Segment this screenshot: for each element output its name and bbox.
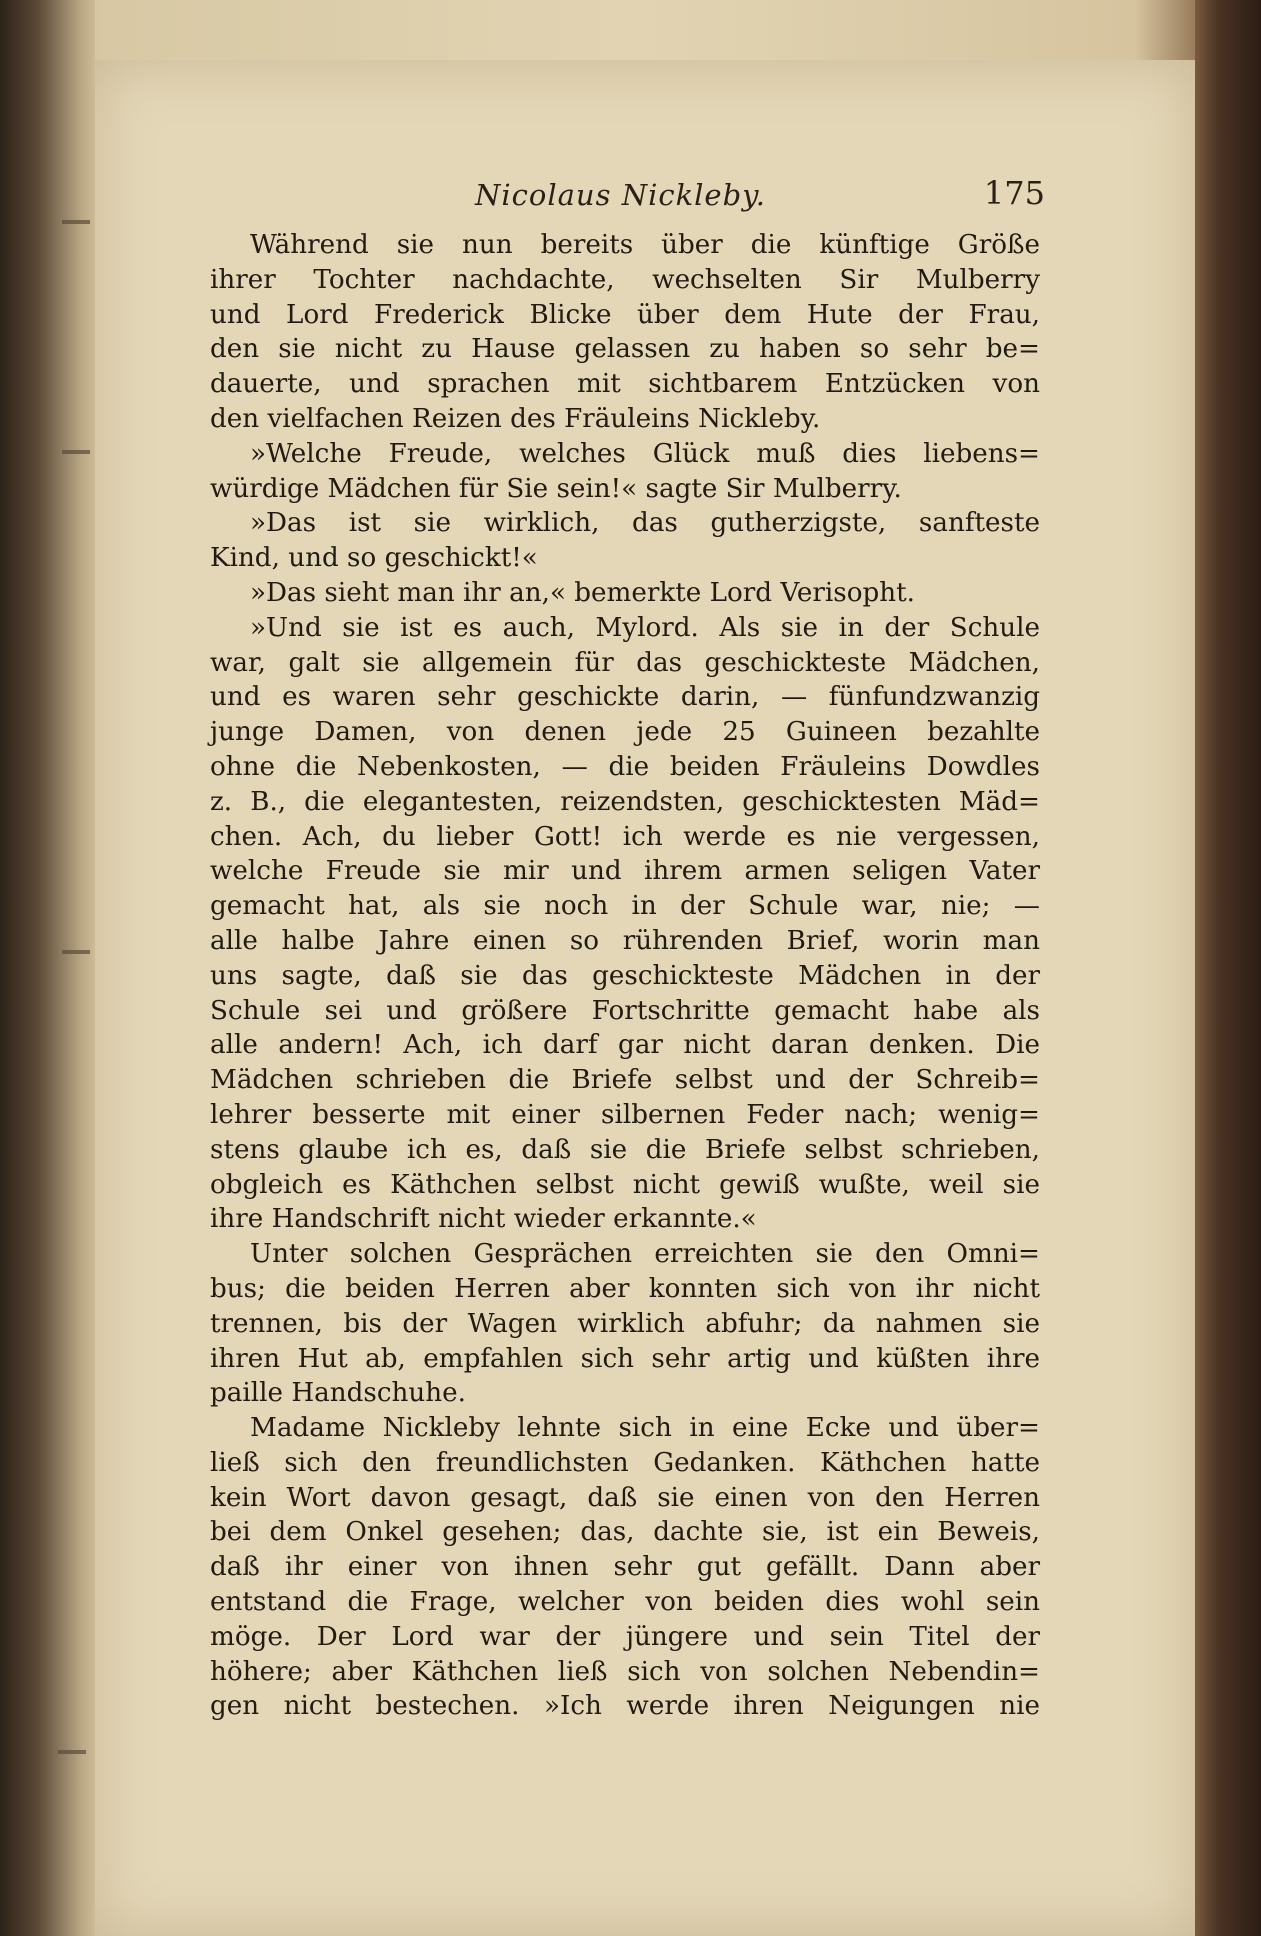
text-line: ihre Handschrift nicht wieder erkannte.« bbox=[210, 1204, 757, 1235]
text-line: stens glaube ich es, daß sie die Briefe selbst schrieben, bbox=[210, 1134, 1040, 1165]
text-line: chen. Ach, du lieber Gott! ich werde es nie vergessen, bbox=[210, 821, 1040, 852]
text-line: alle halbe Jahre einen so rührenden Brief, worin man bbox=[210, 925, 1040, 956]
page-number: 175 bbox=[983, 174, 1045, 212]
text-line: gemacht hat, als sie noch in der Schule war, nie; — bbox=[210, 891, 1040, 922]
text-line: Madame Nickleby lehnte sich in eine Ecke und über= bbox=[250, 1413, 1040, 1444]
text-line: z. B., die elegantesten, reizendsten, geschicktesten Mäd= bbox=[210, 786, 1040, 817]
text-line: »Das sieht man ihr an,« bemerkte Lord Verisopht. bbox=[250, 577, 915, 608]
text-line: Schule sei und größere Fortschritte gemacht habe als bbox=[210, 995, 1040, 1026]
text-line: »Und sie ist es auch, Mylord. Als sie in der Schule bbox=[250, 612, 1040, 643]
text-line: paille Handschuhe. bbox=[210, 1378, 466, 1409]
body-text bbox=[210, 228, 1040, 1724]
text-line: lehrer besserte mit einer silbernen Feder nach; wenig= bbox=[210, 1099, 1040, 1130]
text-line: würdige Mädchen für Sie sein!« sagte Sir Mulberry. bbox=[210, 473, 902, 504]
text-line: bei dem Onkel gesehen; das, dachte sie, ist ein Beweis, bbox=[210, 1517, 1040, 1548]
margin-mark bbox=[62, 220, 90, 224]
text-line: dauerte, und sprachen mit sichtbarem Entzücken von bbox=[210, 369, 1040, 400]
margin-mark bbox=[62, 950, 90, 954]
text-line: höhere; aber Käthchen ließ sich von solchen Nebendin= bbox=[210, 1656, 1040, 1687]
text-line: kein Wort davon gesagt, daß sie einen von den Herren bbox=[210, 1482, 1040, 1513]
text-line: uns sagte, daß sie das geschickteste Mädchen in der bbox=[210, 960, 1040, 991]
text-line: »Welche Freude, welches Glück muß dies liebens= bbox=[250, 438, 1040, 469]
text-line: ihrer Tochter nachdachte, wechselten Sir Mulberry bbox=[210, 264, 1040, 295]
text-line: trennen, bis der Wagen wirklich abfuhr; da nahmen sie bbox=[210, 1308, 1040, 1339]
book-cover-edge bbox=[1195, 0, 1261, 1936]
text-line: möge. Der Lord war der jüngere und sein Titel der bbox=[210, 1621, 1040, 1652]
text-line: alle andern! Ach, ich darf gar nicht daran denken. Die bbox=[210, 1030, 1040, 1061]
facing-page-edge bbox=[0, 0, 95, 1936]
text-line: den sie nicht zu Hause gelassen zu haben so sehr be= bbox=[210, 334, 1040, 365]
margin-mark bbox=[58, 1750, 86, 1754]
text-line: ließ sich den freundlichsten Gedanken. Käthchen hatte bbox=[210, 1447, 1040, 1478]
text-line: war, galt sie allgemein für das geschickteste Mädchen, bbox=[210, 647, 1040, 678]
text-line: Während sie nun bereits über die künftige Größe bbox=[250, 230, 1040, 260]
running-title: Nicolaus Nickleby. bbox=[475, 178, 766, 212]
text-line: »Das ist sie wirklich, das gutherzigste, sanfteste bbox=[250, 508, 1040, 539]
page-header bbox=[475, 174, 1045, 218]
text-line: den vielfachen Reizen des Fräuleins Nickleby. bbox=[210, 403, 821, 434]
text-line: ihren Hut ab, empfahlen sich sehr artig und küßten ihre bbox=[210, 1343, 1040, 1374]
text-line: und es waren sehr geschickte darin, — fünfundzwanzig bbox=[210, 682, 1040, 713]
text-line: entstand die Frage, welcher von beiden dies wohl sein bbox=[210, 1587, 1040, 1618]
text-line: gen nicht bestechen. »Ich werde ihren Neigungen nie bbox=[210, 1691, 1040, 1722]
text-line: daß ihr einer von ihnen sehr gut gefällt. Dann aber bbox=[210, 1552, 1040, 1583]
text-line: ohne die Nebenkosten, — die beiden Fräuleins Dowdles bbox=[210, 751, 1040, 782]
text-line: und Lord Frederick Blicke über dem Hute der Frau, bbox=[210, 299, 1040, 330]
text-line: Unter solchen Gesprächen erreichten sie den Omni= bbox=[250, 1239, 1040, 1270]
margin-mark bbox=[62, 450, 90, 454]
text-line: Mädchen schrieben die Briefe selbst und der Schreib= bbox=[210, 1065, 1040, 1096]
text-line: bus; die beiden Herren aber konnten sich von ihr nicht bbox=[210, 1273, 1040, 1304]
text-line: Kind, und so geschickt!« bbox=[210, 543, 538, 574]
text-line: welche Freude sie mir und ihrem armen seligen Vater bbox=[210, 856, 1040, 887]
text-line: obgleich es Käthchen selbst nicht gewiß wußte, weil sie bbox=[210, 1169, 1040, 1200]
text-line: junge Damen, von denen jede 25 Guineen bezahlte bbox=[210, 717, 1040, 748]
